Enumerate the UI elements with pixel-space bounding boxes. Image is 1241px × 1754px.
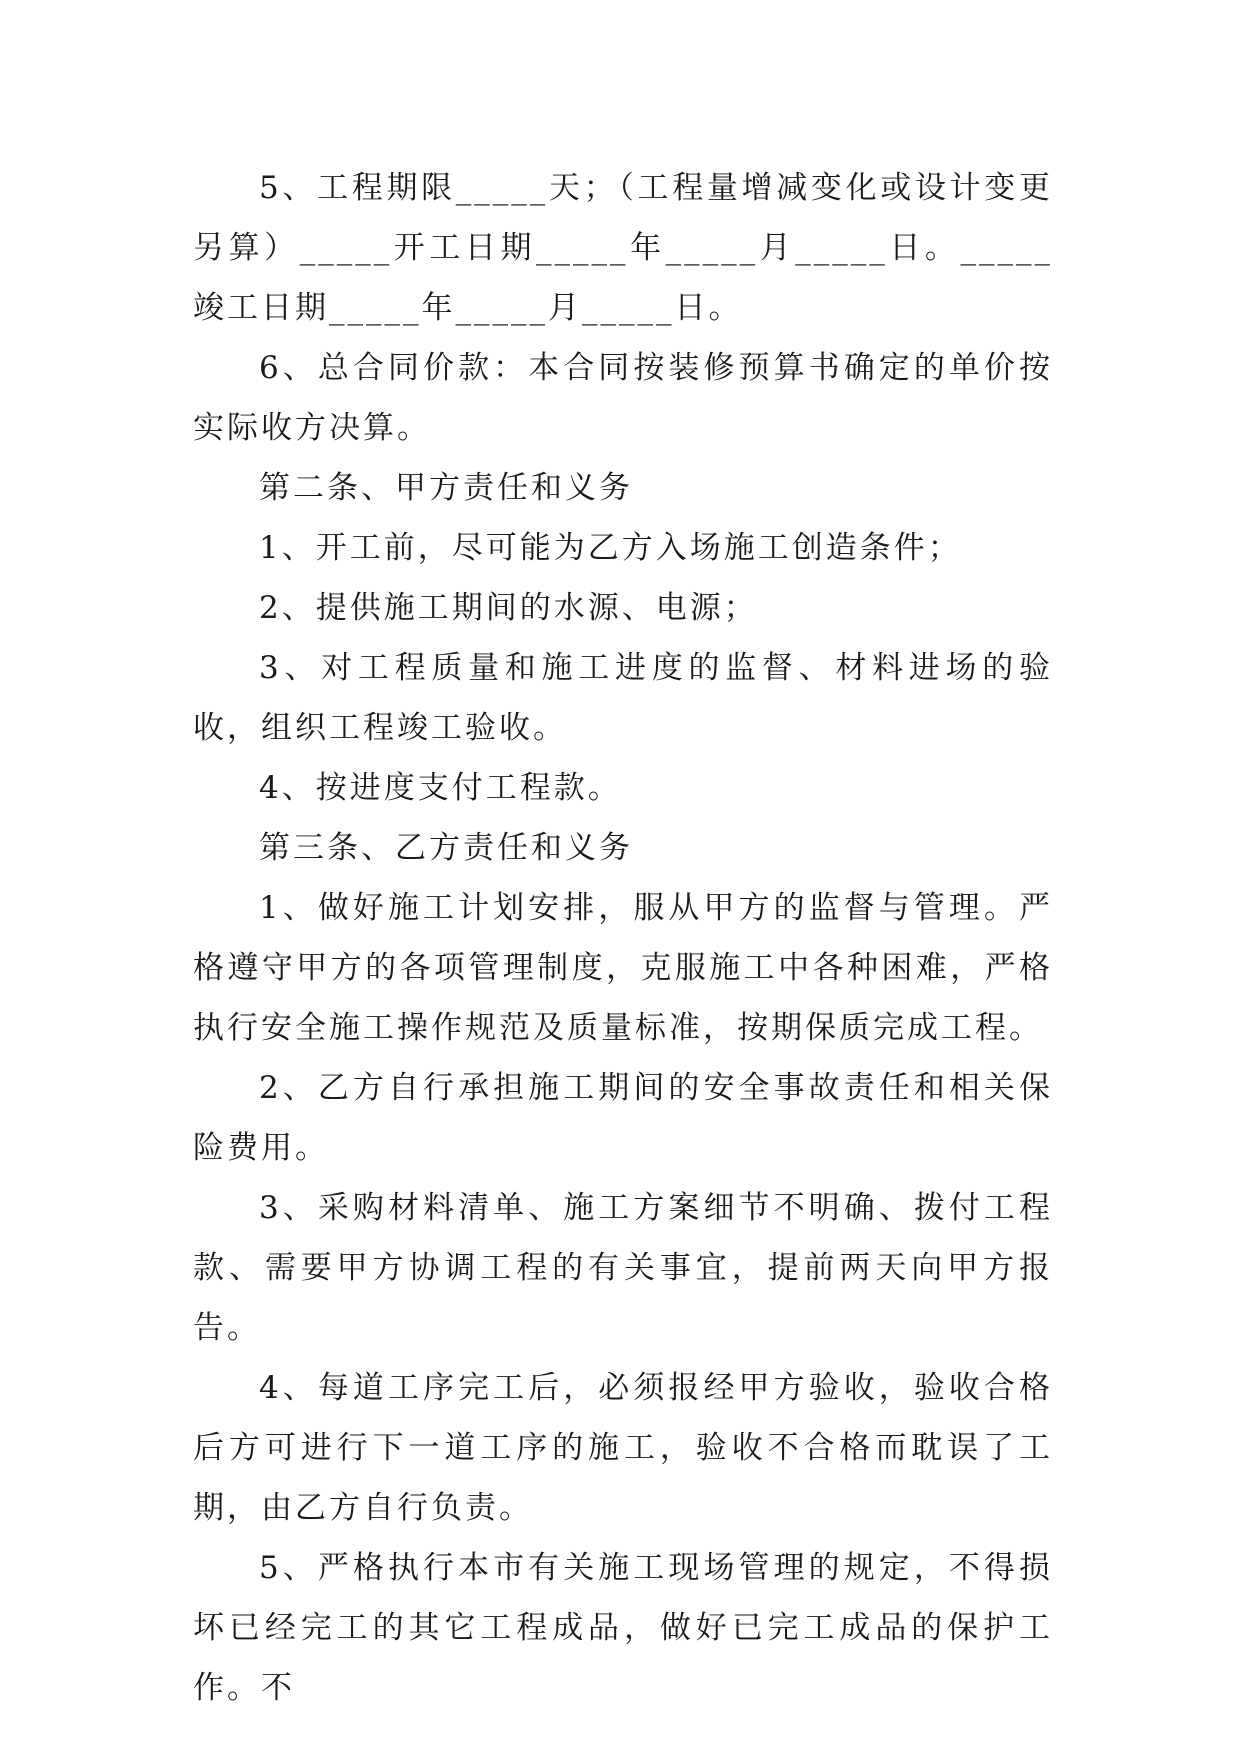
- article-3-item-5: 5、严格执行本市有关施工现场管理的规定，不得损坏已经完工的其它工程成品，做好已完工成品的保护工作。不: [193, 1550, 1053, 1706]
- article-2-item-2: 2、提供施工期间的水源、电源；: [259, 590, 758, 626]
- article-3-heading: 第三条、乙方责任和义务: [259, 830, 633, 866]
- article-3-item-1: 1、做好施工计划安排，服从甲方的监督与管理。严格遵守甲方的各项管理制度，克服施工中各种困难，严格执行安全施工操作规范及质量标准，按期保质完成工程。: [193, 890, 1053, 1046]
- article-3-item-2: 2、乙方自行承担施工期间的安全事故责任和相关保险费用。: [193, 1070, 1053, 1166]
- clause-6-contract-price: 6、总合同价款：本合同按装修预算书确定的单价按实际收方决算。: [193, 350, 1053, 446]
- clause-5-schedule: 5、工程期限_____天；（工程量增减变化或设计变更另算）_____开工日期_____年_____月_____日。_____竣工日期_____年_____月_____日。: [193, 170, 1053, 326]
- article-2-item-1: 1、开工前，尽可能为乙方入场施工创造条件；: [259, 530, 962, 566]
- article-2-item-4: 4、按进度支付工程款。: [259, 770, 622, 806]
- article-3-item-4: 4、每道工序完工后，必须报经甲方验收，验收合格后方可进行下一道工序的施工，验收不合格而耽误了工期，由乙方自行负责。: [193, 1370, 1053, 1526]
- article-2-heading: 第二条、甲方责任和义务: [259, 470, 633, 506]
- article-3-item-3: 3、采购材料清单、施工方案细节不明确、拨付工程款、需要甲方协调工程的有关事宜，提前两天向甲方报告。: [193, 1190, 1053, 1346]
- document-page: [193, 158, 1053, 1718]
- article-2-item-3: 3、对工程质量和施工进度的监督、材料进场的验收，组织工程竣工验收。: [193, 650, 1053, 746]
